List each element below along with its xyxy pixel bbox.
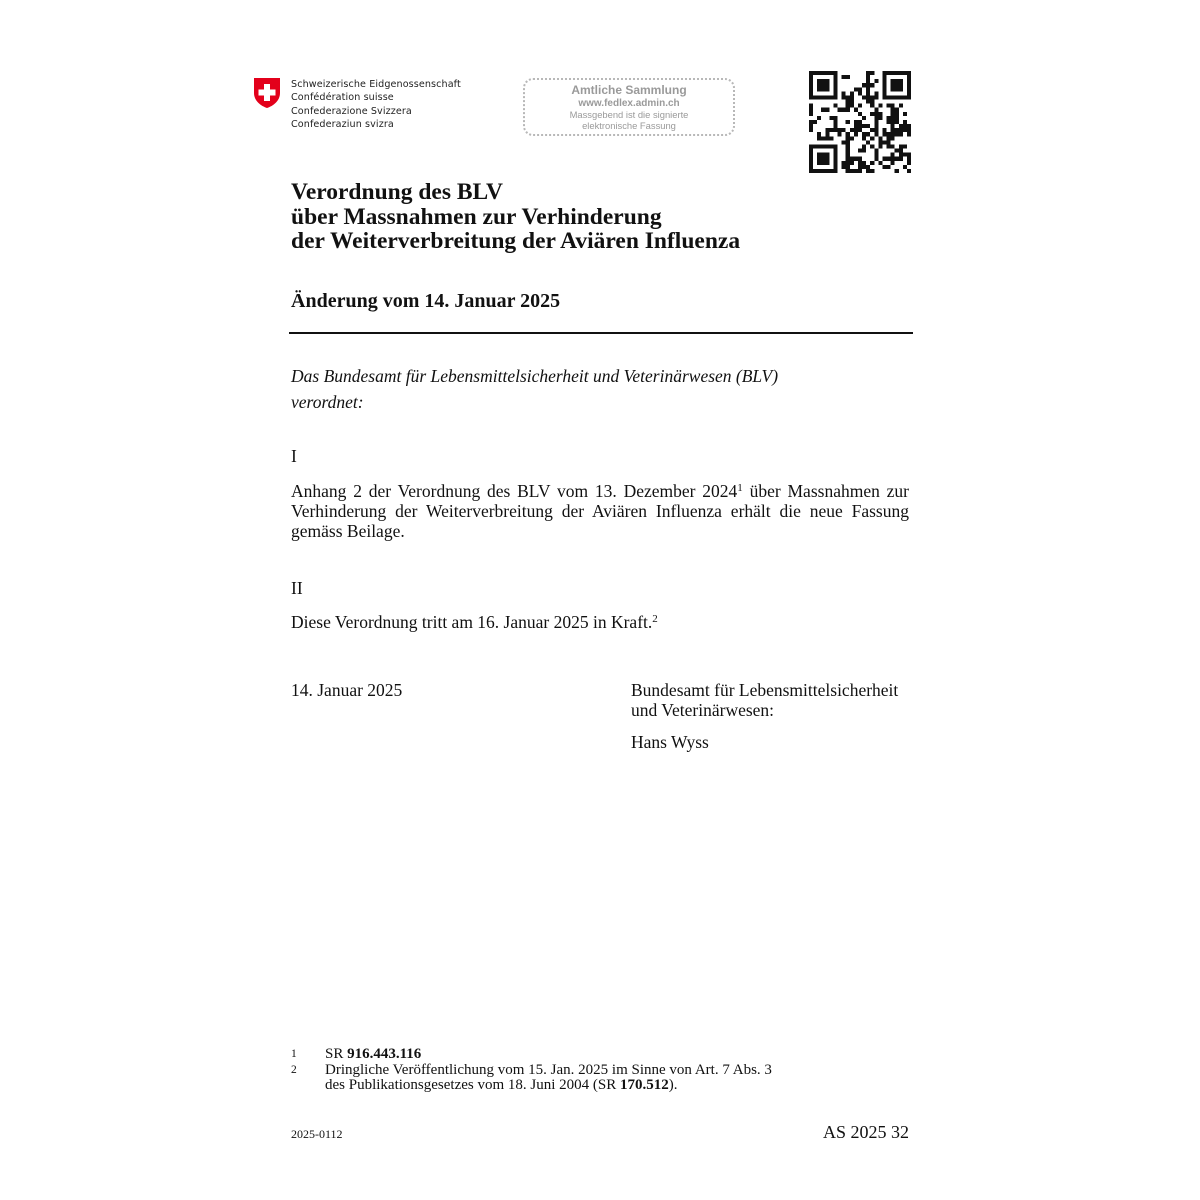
sr-number[interactable]: 170.512: [620, 1077, 669, 1094]
amendment-date-heading: Änderung vom 14. Januar 2025: [291, 290, 561, 312]
footnote-suffix: ).: [668, 1077, 678, 1094]
para-line: [291, 481, 909, 501]
footnote-ref-2[interactable]: 2: [652, 613, 658, 625]
para-text: Anhang 2 der Verordnung des BLV vom 13. Dezember 2024: [291, 481, 738, 501]
section-number-1: I: [291, 446, 297, 466]
title-line: der Weiterverbreitung der Aviären Influenza: [291, 228, 741, 255]
preamble-line: Das Bundesamt für Lebensmittelsicherheit und Veterinärwesen (BLV): [291, 366, 779, 386]
stamp-note: Massgebend ist die signierte: [569, 109, 689, 120]
stamp-note: elektronische Fassung: [582, 120, 676, 131]
confed-line: Confederaziun svizra: [291, 119, 394, 131]
signatory: Hans Wyss: [631, 732, 709, 752]
section-number-2: II: [291, 578, 303, 598]
para-text: über Massnahmen zur: [742, 481, 909, 501]
footnote-2: [291, 1063, 851, 1094]
footnote-1: [291, 1047, 851, 1063]
footnote-prefix: SR: [325, 1046, 348, 1062]
title-line: Verordnung des BLV: [291, 179, 504, 205]
para-line: Verhinderung der Weiterverbreitung der Aviären Influenza erhält die neue Fassung: [291, 501, 909, 521]
stamp-url: www.fedlex.admin.ch: [578, 98, 680, 109]
title-divider: [289, 332, 913, 334]
footnote-text: [325, 1047, 421, 1063]
footnote-line: Dringliche Veröffentlichung vom 15. Jan. 2025 im Sinne von Art. 7 Abs. 3: [325, 1061, 772, 1078]
confed-line: Schweizerische Eidgenossenschaft: [291, 79, 461, 90]
official-collection-stamp: [523, 78, 735, 136]
confed-line: Confédération suisse: [291, 92, 394, 104]
footnote-number: 2: [291, 1063, 297, 1076]
section-1-text: [291, 481, 909, 541]
confederation-names: [291, 78, 461, 132]
para-text: Diese Verordnung tritt am 16. Januar 2025 in Kraft.: [291, 612, 653, 632]
para-line: gemäss Beilage.: [291, 521, 405, 541]
footnote-line: des Publikationsgesetzes vom 18. Juni 2004 (SR: [325, 1077, 620, 1094]
footnote-text: [325, 1063, 772, 1094]
signing-date: 14. Januar 2025: [291, 680, 403, 700]
document-title: [291, 180, 740, 254]
section-2-text: [291, 612, 909, 632]
footnotes: [291, 1047, 851, 1094]
footnote-ref-1[interactable]: 1: [737, 482, 743, 494]
office-line: Bundesamt für Lebensmittelsicherheit: [631, 680, 899, 700]
preamble-line: verordnet:: [291, 392, 364, 412]
qr-code-icon: [809, 71, 911, 173]
swiss-cross-icon: [253, 77, 281, 109]
document-number: 2025-0112: [291, 1127, 343, 1141]
stamp-title: Amtliche Sammlung: [571, 83, 687, 97]
official-collection-reference: AS 2025 32: [822, 1122, 909, 1142]
footnote-number: 1: [291, 1048, 297, 1060]
issuing-office: [631, 680, 898, 720]
sr-number[interactable]: 916.443.116: [347, 1046, 422, 1062]
preamble: [291, 363, 778, 415]
office-line: und Veterinärwesen:: [631, 700, 775, 720]
confed-line: Confederazione Svizzera: [291, 105, 412, 117]
title-line: über Massnahmen zur Verhinderung: [291, 203, 662, 230]
